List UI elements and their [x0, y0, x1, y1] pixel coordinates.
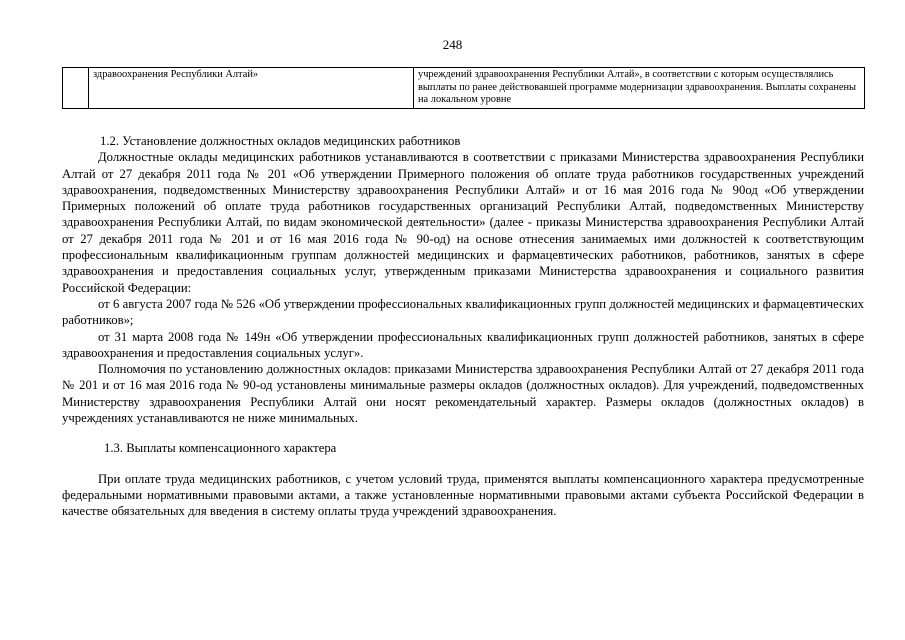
continuation-table: [62, 67, 865, 109]
document-body: [62, 133, 864, 520]
table-cell-title: здравоохранения Республики Алтай»: [89, 68, 414, 109]
paragraph: При оплате труда медицинских работников, с учетом условий труда, применятся выплаты компенсационного характера предусмотренные федеральными нормативными правовыми актами, а также установленные нормативными правовыми актами субъекта Российской Федерации в качестве обязательных для введения в систему оплаты труда учреждений здравоохранения.: [62, 471, 864, 519]
paragraph: от 31 марта 2008 года № 149н «Об утверждении профессиональных квалификационных групп должностей работников, занятых в сфере здравоохранения и предоставления социальных услуг».: [62, 329, 864, 360]
table-cell-number: [63, 68, 89, 109]
table-row: [63, 68, 865, 109]
section-heading-1-2: 1.2. Установление должностных окладов медицинских работников: [100, 134, 461, 148]
section-heading-1-3: 1.3. Выплаты компенсационного характера: [104, 441, 337, 456]
paragraph: от 6 августа 2007 года № 526 «Об утверждении профессиональных квалификационных групп должностей медицинских и фармацевтических работников»;: [62, 296, 864, 328]
table-cell-description: учреждений здравоохранения Республики Алтай», в соответствии с которым осуществлялись выплаты по ранее действовавшей программе модернизации здравоохранения. Выплаты сохранены на локальном уровне: [414, 68, 865, 109]
paragraph: Должностные оклады медицинских работников устанавливаются в соответствии с приказами Министерства здравоохранения Республики Алтай от 27 декабря 2011 года № 201 «Об утверждении Примерного положения об оплате труда работников государственных учреждений здравоохранения, подведомственных Министерству здравоохранения Республики Алтай» и от 16 мая 2016 года № 90од «Об утверждении Примерных положений об оплате труда работников государственных организаций Республики Алтай, подведомственных Министерству здравоохранения Республики Алтай, по видам экономической деятельности» (далее - приказы Министерства здравоохранения Республики Алтай от 27 декабря 2011 года № 201 и от 16 мая 2016 года № 90-од) на основе отнесения занимаемых ими должностей к соответствующим профессиональным квалификационным группам должностей медицинских и фармацевтических работников, работников, занятых в сфере здравоохранения и предоставления социальных услуг, утвержденным приказами Министерства здравоохранения и социального развития Российской Федерации:: [62, 150, 864, 295]
page-number: 248: [442, 37, 463, 52]
paragraph: Полномочия по установлению должностных окладов: приказами Министерства здравоохранения Республики Алтай от 27 декабря 2011 года № 201 и от 16 мая 2016 года № 90-од установлены минимальные размеры окладов (должностных окладов). Для учреждений, подведомственных Министерству здравоохранения Республики Алтай они носят рекомендательный характер. Размеры окладов (должностных окладов) в учреждениях устанавливаются не ниже минимальных.: [62, 362, 864, 426]
